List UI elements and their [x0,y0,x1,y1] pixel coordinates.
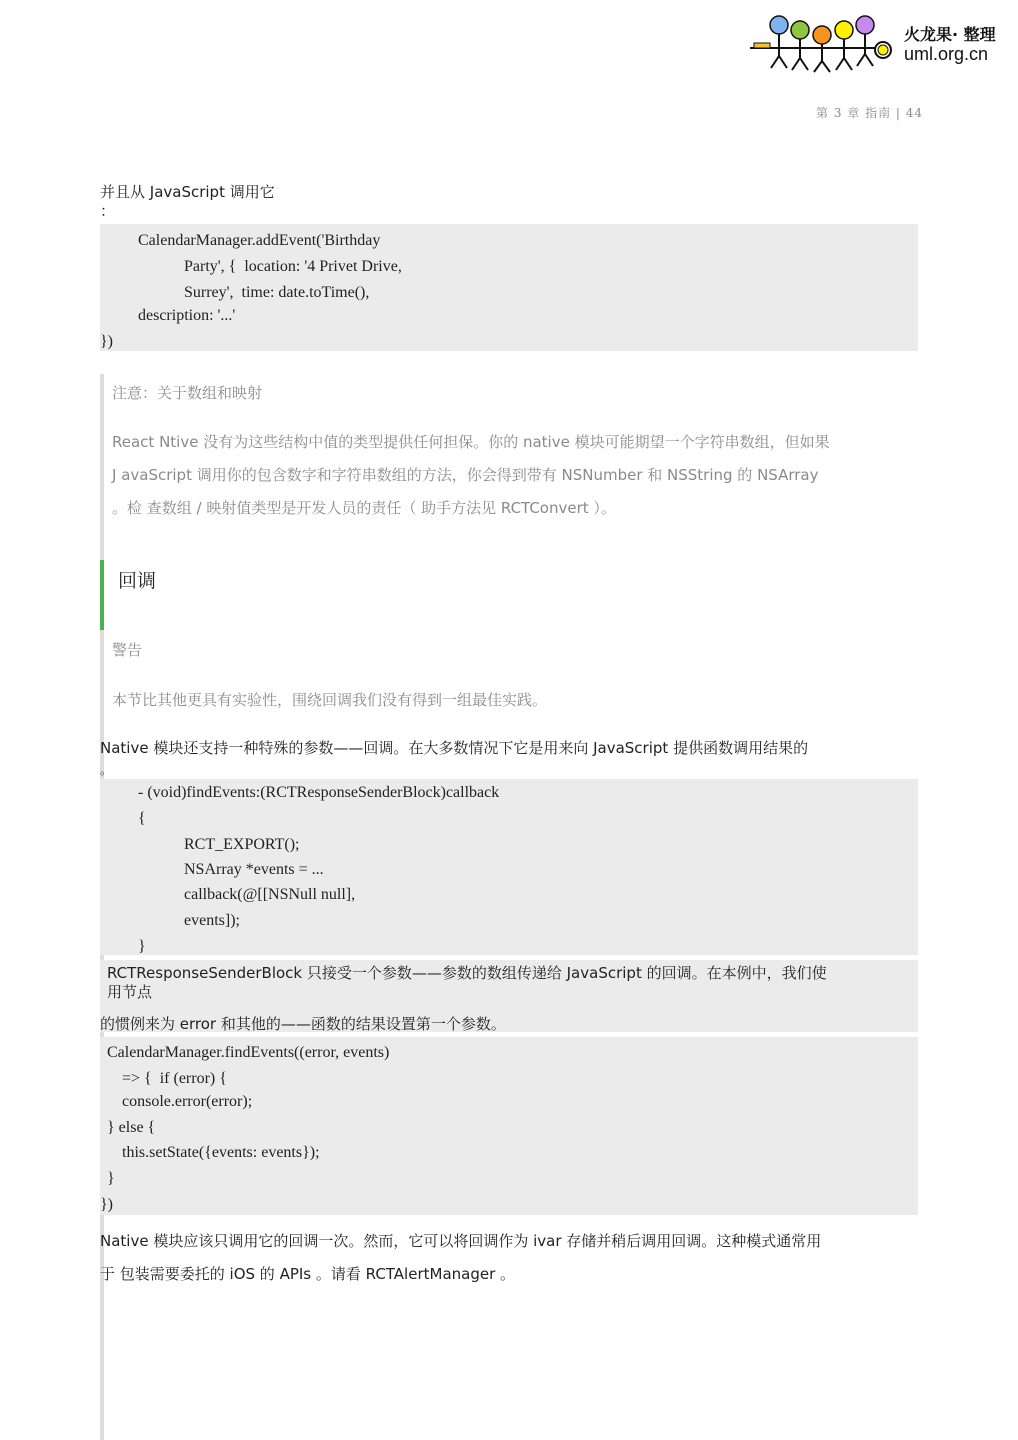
code-line: }) [100,1196,114,1213]
code-line: } [107,1170,115,1187]
code-line: - (void)findEvents:(RCTResponseSenderBlock)callback [138,784,500,801]
warning-text: 本节比其他更具有实验性，围绕回调我们没有得到一组最佳实践。 [112,691,548,709]
paragraph-ivar-line2: 于 包装需要委托的 iOS 的 APIs 。请看 RCTAlertManager 。 [100,1265,516,1283]
paragraph-ivar: Native 模块应该只调用它的回调一次。然而，它可以将回调作为 ivar 存储并稍后调用回调。这种模式通常用 [100,1232,822,1250]
blockquote-rule [100,374,104,560]
logo-title: 火龙果· 整理 [904,25,996,44]
code-line: callback(@[[NSNull null], [184,886,356,903]
logo [748,12,898,74]
code-block-find-events-js [100,1037,918,1215]
note-title: 注意：关于数组和映射 [112,384,263,402]
intro-line: 并且从 JavaScript 调用它 [100,183,275,201]
code-line: { [138,810,146,827]
section-accent-bar [100,560,104,630]
code-line: this.setState({events: events}); [122,1144,320,1161]
code-block-add-event [100,224,918,351]
code-line: }) [100,333,114,350]
note-line: 。检 查数组 / 映射值类型是开发人员的责任（ 助手方法见 RCTConvert ）。 [112,499,616,517]
code-line: events]); [184,912,240,929]
code-line: } [138,938,146,955]
code-line: NSArray *events = ... [184,861,324,878]
paragraph-line: 的惯例来为 error 和其他的——函数的结果设置第一个参数。 [100,1015,506,1033]
code-line: RCT_EXPORT(); [184,836,300,853]
page-header-info: 第 3 章 指南 | 44 [816,106,924,120]
logo-stick-figures-icon [748,12,898,74]
logo-url[interactable]: uml.org.cn [904,44,989,64]
section-heading: 回调 [118,570,157,592]
paragraph-callbacks-end: 。 [100,763,113,777]
paragraph-line: RCTResponseSenderBlock 只接受一个参数——参数的数组传递给 JavaScript 的回调。在本例中，我们使 [107,964,827,982]
paragraph-line: 用节点 [107,983,153,1001]
paragraph-callbacks: Native 模块还支持一种特殊的参数——回调。在大多数情况下它是用来向 JavaScript 提供函数调用结果的 [100,739,809,757]
intro-colon: ： [100,202,116,220]
warning-title: 警告 [112,641,143,659]
code-line: Surrey', time: date.toTime(), [184,284,370,301]
code-line: CalendarManager.findEvents((error, events) [107,1044,390,1061]
code-line: => { if (error) { [122,1070,227,1087]
paragraph-sender-block [100,960,918,1032]
code-line: console.error(error); [122,1093,253,1110]
code-line: Party', { location: '4 Privet Drive, [184,258,402,275]
note-line: React Ntive 没有为这些结构中值的类型提供任何担保。你的 native 模块可能期望一个字符串数组，但如果 [112,433,830,451]
code-line: } else { [107,1119,156,1136]
code-line: description: '...' [138,307,236,324]
code-block-find-events [100,779,918,955]
note-line: J avaScript 调用你的包含数字和字符串数组的方法，你会得到带有 NSNumber 和 NSString 的 NSArray [112,466,819,484]
code-line: CalendarManager.addEvent('Birthday [138,232,381,249]
